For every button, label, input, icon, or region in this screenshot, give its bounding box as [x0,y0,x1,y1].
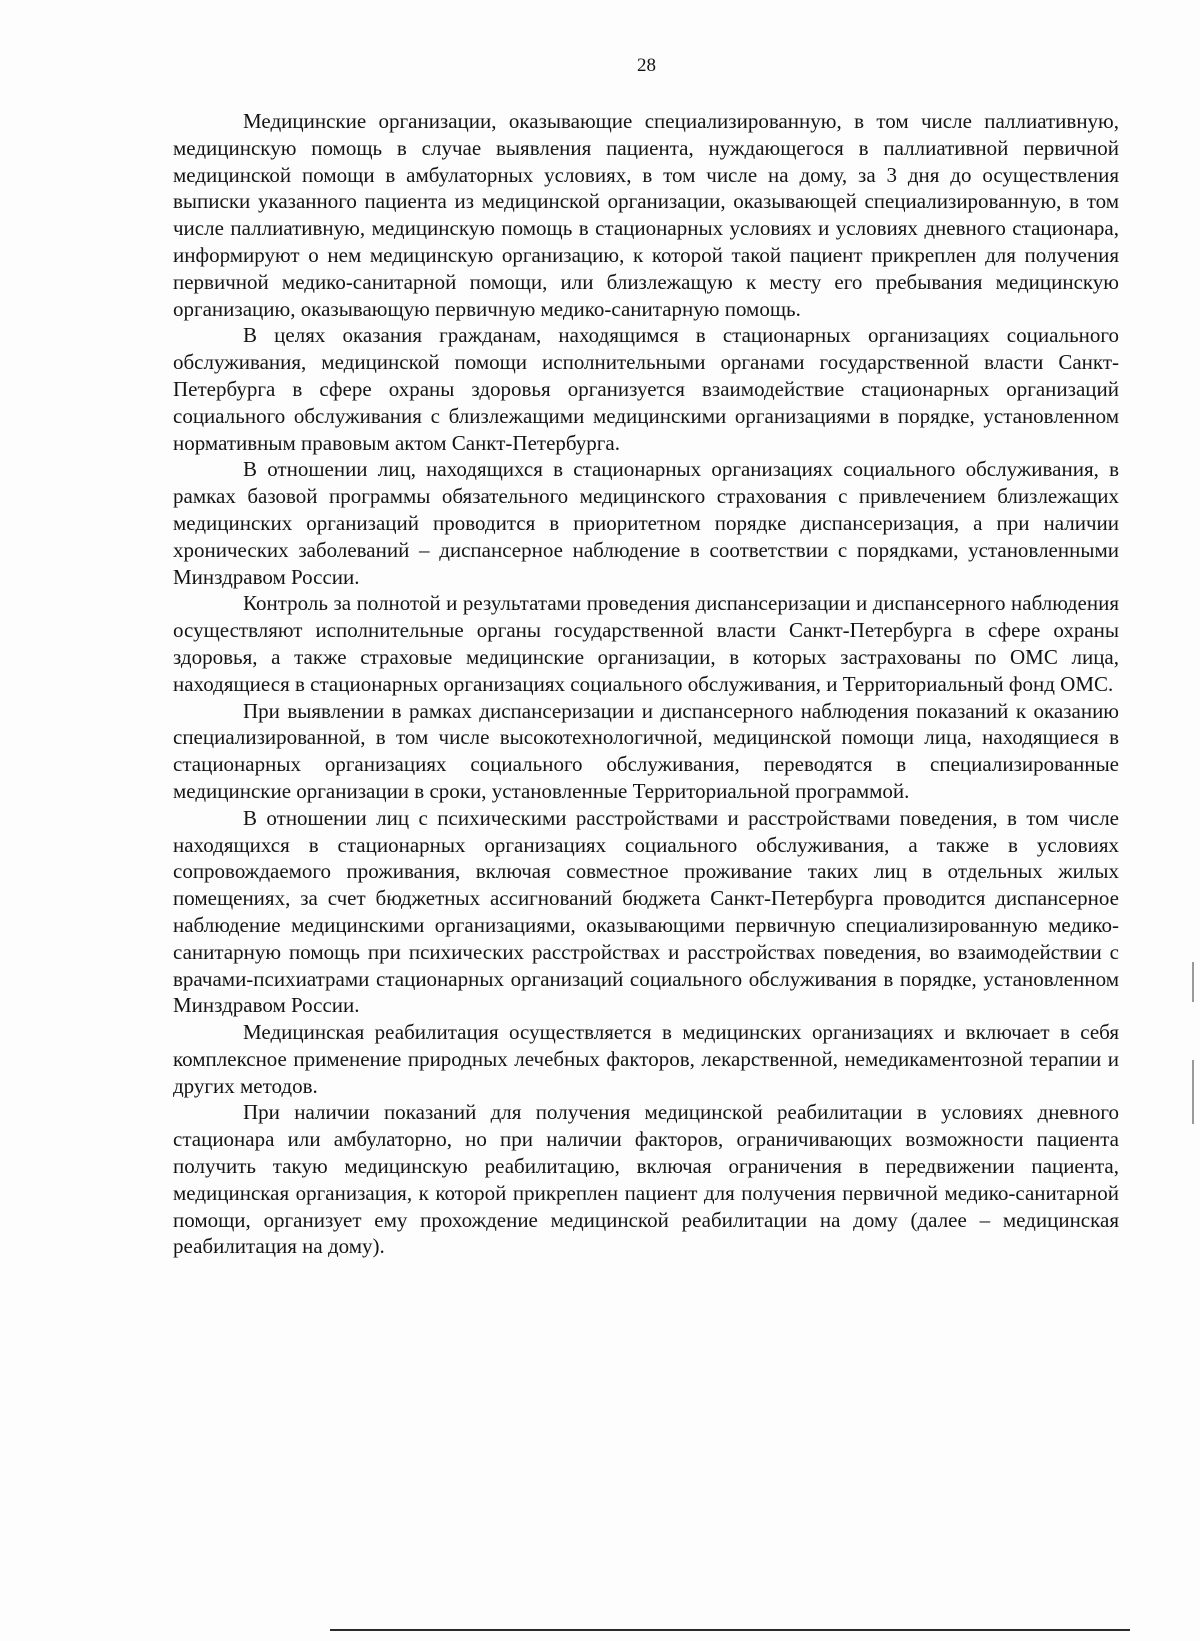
paragraph-specialized-transfer: При выявлении в рамках диспансеризации и диспансерного наблюдения показаний к оказанию специализированной, в том числе высокотехнологичной, медицинской помощи лица, находящиеся в стационарных организациях социального обслуживания, переводятся в специализированные медицинские организации в сроки, установленные Территориальной программой. [173,698,1119,803]
scan-bottom-rule [330,1629,1130,1631]
scan-edge-mark [1192,962,1194,1002]
paragraph-medical-rehabilitation: Медицинская реабилитация осуществляется в медицинских организациях и включает в себя комплексное применение природных лечебных факторов, лекарственной, немедикаментозной терапии и других методов. [173,1020,1119,1098]
document-body [173,108,1119,1260]
paragraph-control: Контроль за полнотой и результатами проведения диспансеризации и диспансерного наблюдения осуществляют исполнительные органы государственной власти Санкт-Петербурга в сфере охраны здоровья, а также страховые медицинские организации, в которых застрахованы по ОМС лица, находящиеся в стационарных организациях социального обслуживания, и Территориальный фонд ОМС. [173,591,1119,696]
paragraph-home-rehabilitation: При наличии показаний для получения медицинской реабилитации в условиях дневного стационара или амбулаторно, но при наличии факторов, ограничивающих возможности пациента получить такую медицинскую реабилитацию, включая ограничения в передвижении пациента, медицинская организация, к которой прикреплен пациент для получения первичной медико-санитарной помощи, организует ему прохождение медицинской реабилитации на дому (далее – медицинская реабилитация на дому). [173,1100,1119,1259]
paragraph-social-service-interaction: В целях оказания гражданам, находящимся в стационарных организациях социального обслуживания, медицинской помощи исполнительными органами государственной власти Санкт-Петербурга в сфере охраны здоровья организуется взаимодействие стационарных организаций социального обслуживания с близлежащими медицинскими организациями в порядке, установленном нормативным правовым актом Санкт-Петербурга. [173,323,1119,455]
paragraph-dispensarization: В отношении лиц, находящихся в стационарных организациях социального обслуживания, в рамках базовой программы обязательного медицинского страхования с привлечением близлежащих медицинских организаций проводится в приоритетном порядке диспансеризация, а при наличии хронических заболеваний – диспансерное наблюдение в соответствии с порядками, установленными Минздравом России. [173,457,1119,589]
scan-edge-mark [1192,1060,1194,1124]
paragraph-mental-disorders: В отношении лиц с психическими расстройствами и расстройствами поведения, в том числе находящихся в стационарных организациях социального обслуживания, а также в условиях сопровождаемого проживания, включая совместное проживание таких лиц в отдельных жилых помещениях, за счет бюджетных ассигнований бюджета Санкт-Петербурга проводится диспансерное наблюдение медицинскими организациями, оказывающими первичную специализированную медико-санитарную помощь при психических расстройствах и расстройствах поведения, во взаимодействии с врачами-психиатрами стационарных организаций социального обслуживания в порядке, установленном Минздравом России. [173,805,1119,1018]
page-number: 28 [637,55,656,76]
paragraph-palliative-discharge: Медицинские организации, оказывающие специализированную, в том числе паллиативную, медицинскую помощь в случае выявления пациента, нуждающегося в паллиативной первичной медицинской помощи в амбулаторных условиях, в том числе на дому, за 3 дня до осуществления выписки указанного пациента из медицинской организации, оказывающей специализированную, в том числе паллиативную, медицинскую помощь в стационарных условиях и условиях дневного стационара, информируют о нем медицинскую организацию, к которой такой пациент прикреплен для получения первичной медико-санитарной помощи, или близлежащую к месту его пребывания медицинскую организацию, оказывающую первичную медико-санитарную помощь. [173,109,1119,321]
